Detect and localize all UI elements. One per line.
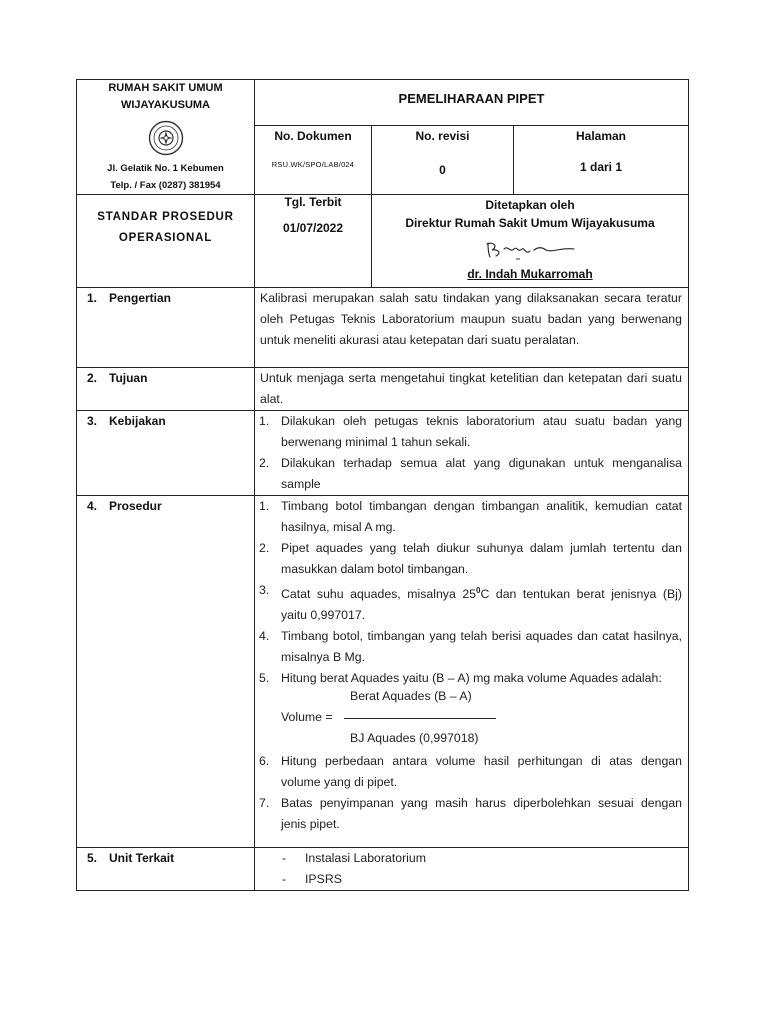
item-text: Batas penyimpanan yang masih harus diperbolehkan sesuai dengan jenis pipet. bbox=[281, 796, 682, 832]
section-label-prosedur bbox=[77, 496, 255, 848]
section-content-unit-terkait bbox=[255, 848, 689, 891]
kebijakan-list bbox=[255, 411, 688, 495]
phone-line: Telp. / Fax (0287) 381954 bbox=[110, 180, 221, 191]
hospital-name-line1: RUMAH SAKIT UMUM bbox=[108, 82, 223, 94]
section-label-kebijakan bbox=[77, 411, 255, 496]
prosedur-list bbox=[255, 496, 688, 689]
approved-by-label: Ditetapkan oleh bbox=[485, 198, 575, 212]
tujuan-text: Untuk menjaga serta mengetahui tingkat ketelitian dan ketepatan dari suatu alat. bbox=[260, 371, 682, 406]
revision-cell bbox=[372, 126, 514, 195]
sop-document bbox=[76, 79, 688, 891]
hospital-name bbox=[77, 80, 254, 114]
list-item bbox=[255, 848, 688, 869]
section-title: Prosedur bbox=[109, 499, 162, 513]
item-text: Timbang botol, timbangan yang telah berisi aquades dan catat hasilnya, misalnya B Mg. bbox=[281, 629, 682, 665]
page-label: Halaman bbox=[575, 129, 627, 143]
degree-superscript: 0 bbox=[476, 586, 481, 595]
formula-label: Volume = bbox=[281, 710, 333, 725]
section-content-prosedur bbox=[255, 496, 689, 848]
item-text: Dilakukan terhadap semua alat yang digunakan untuk menganalisa sample bbox=[281, 456, 682, 491]
hospital-seal-icon bbox=[148, 120, 184, 156]
revision-label: No. revisi bbox=[415, 129, 470, 143]
item-number: 4. bbox=[259, 629, 270, 644]
section-title: Unit Terkait bbox=[109, 851, 175, 865]
section-title: Pengertian bbox=[109, 291, 172, 305]
sop-line1: STANDAR PROSEDUR bbox=[97, 211, 234, 223]
item-number: 1. bbox=[259, 499, 270, 513]
item-number: 2. bbox=[259, 456, 270, 470]
list-item bbox=[255, 626, 682, 668]
list-item bbox=[255, 580, 682, 626]
pengertian-text: Kalibrasi merupakan salah satu tindakan yang dilaksanakan secara teratur oleh Petugas Teknis Laboratorium maupun suatu badan yang berwenang untuk meneliti akurasi atau ketepatan dari suatu peralatan. bbox=[260, 291, 682, 347]
list-item bbox=[255, 538, 682, 580]
hospital-address bbox=[77, 160, 254, 194]
approver-name: dr. Indah Mukarromah bbox=[467, 267, 593, 281]
doc-number-label: No. Dokumen bbox=[274, 129, 352, 143]
section-content-kebijakan bbox=[255, 411, 689, 496]
document-title: PEMELIHARAAN PIPET bbox=[255, 80, 689, 126]
formula-numerator: Berat Aquades (B – A) bbox=[350, 689, 472, 704]
page-cell bbox=[514, 126, 689, 195]
sop-table bbox=[76, 79, 689, 891]
section-content-pengertian bbox=[255, 288, 689, 368]
section-number: 3. bbox=[87, 414, 98, 428]
dash-bullet: - bbox=[282, 851, 287, 865]
prosedur-list-cont bbox=[255, 751, 688, 835]
address-line: Jl. Gelatik No. 1 Kebumen bbox=[107, 163, 224, 174]
doc-number-value: RSU.WK/SPO/LAB/024 bbox=[271, 160, 355, 169]
list-item bbox=[255, 496, 682, 538]
issue-date-value: 01/07/2022 bbox=[282, 221, 344, 235]
section-label-unit-terkait bbox=[77, 848, 255, 891]
section-label-pengertian bbox=[77, 288, 255, 368]
section-number: 1. bbox=[87, 291, 98, 305]
item-number: 5. bbox=[259, 671, 270, 686]
volume-formula bbox=[255, 689, 688, 751]
item-text: Hitung berat Aquades yaitu (B – A) mg maka volume Aquades adalah: bbox=[281, 671, 662, 686]
item-text: Hitung perbedaan antara volume hasil perhitungan di atas dengan volume yang di pipet. bbox=[281, 754, 682, 790]
approval-cell bbox=[372, 195, 689, 288]
item-text-cont: C dan tentukan berat jenisnya (Bj) yaitu 0,997017. bbox=[281, 587, 682, 623]
formula-denominator: BJ Aquades (0,997018) bbox=[350, 731, 479, 746]
item-number: 1. bbox=[259, 414, 270, 428]
section-number: 5. bbox=[87, 851, 98, 865]
sop-line2: OPERASIONAL bbox=[118, 232, 213, 244]
list-item bbox=[255, 751, 682, 793]
section-number: 2. bbox=[87, 371, 98, 385]
doc-number-cell bbox=[255, 126, 372, 195]
issue-date-label: Tgl. Terbit bbox=[284, 195, 342, 209]
item-text: Catat suhu aquades, misalnya 25 bbox=[281, 587, 476, 602]
sop-type-cell bbox=[77, 195, 255, 288]
list-item bbox=[255, 411, 682, 453]
section-content-tujuan bbox=[255, 368, 689, 411]
item-number: 6. bbox=[259, 754, 270, 769]
revision-value: 0 bbox=[439, 163, 446, 177]
item-number: 2. bbox=[259, 541, 270, 555]
item-text: Instalasi Laboratorium bbox=[305, 851, 426, 865]
item-text: Pipet aquades yang telah diukur suhunya dalam jumlah tertentu dan masukkan dalam botol timbangan. bbox=[281, 541, 682, 576]
item-text: IPSRS bbox=[305, 872, 342, 886]
page-value: 1 dari 1 bbox=[579, 160, 623, 174]
item-text: Timbang botol timbangan dengan timbangan analitik, kemudian catat hasilnya, misal A mg. bbox=[281, 499, 682, 534]
hospital-name-line2: WIJAYAKUSUMA bbox=[120, 99, 211, 111]
list-item bbox=[255, 453, 682, 495]
list-item bbox=[255, 793, 682, 835]
signature-icon bbox=[482, 235, 582, 263]
approver-title: Direktur Rumah Sakit Umum Wijayakusuma bbox=[405, 216, 655, 230]
fraction-line bbox=[344, 718, 496, 719]
list-item bbox=[255, 869, 688, 890]
hospital-identity-cell bbox=[77, 80, 255, 195]
section-title: Kebijakan bbox=[109, 414, 166, 428]
dash-bullet: - bbox=[282, 872, 287, 886]
unit-list bbox=[255, 848, 688, 890]
section-title: Tujuan bbox=[109, 371, 148, 385]
section-label-tujuan bbox=[77, 368, 255, 411]
section-number: 4. bbox=[87, 499, 98, 513]
item-number: 7. bbox=[259, 796, 270, 811]
item-number: 3. bbox=[259, 583, 270, 597]
item-text: Dilakukan oleh petugas teknis laboratorium atau suatu badan yang berwenang minimal 1 tahun sekali. bbox=[281, 414, 682, 449]
issue-date-cell bbox=[255, 195, 372, 288]
list-item bbox=[255, 668, 682, 689]
